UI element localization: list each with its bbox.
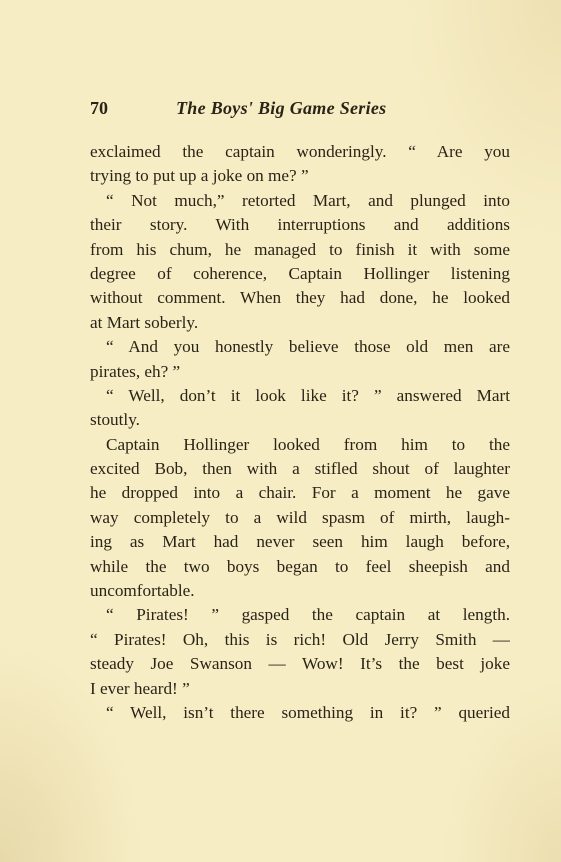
text-line: Captain Hollinger looked from him to the: [106, 434, 510, 454]
running-title: The Boys' Big Game Series: [176, 98, 387, 118]
text-line: “ Pirates! ” gasped the captain at length.: [106, 605, 510, 625]
text-line: excited Bob, then with a stifled shout of laughter: [90, 459, 510, 479]
text-line: he dropped into a chair. For a moment he gave: [90, 483, 510, 503]
text-line: “ Well, isn’t there something in it? ” queried: [106, 702, 510, 722]
text-line: ing as Mart had never seen him laugh before,: [90, 532, 510, 552]
text-line: while the two boys began to feel sheepish and: [90, 556, 510, 576]
text-line: their story. With interruptions and additions: [90, 215, 510, 235]
text-line: exclaimed the captain wonderingly. “ Are you: [90, 142, 510, 161]
page-number: 70: [90, 98, 108, 118]
text-line: “ And you honestly believe those old men are: [106, 337, 510, 357]
body-text: [90, 140, 510, 725]
text-line: “ Well, don’t it look like it? ” answered Mart: [106, 385, 510, 405]
text-line: I ever heard! ”: [90, 678, 190, 698]
text-line: trying to put up a joke on me? ”: [90, 166, 309, 186]
text-line: degree of coherence, Captain Hollinger listening: [90, 263, 510, 283]
text-line: “ Pirates! Oh, this is rich! Old Jerry Smith —: [90, 629, 510, 649]
text-line: pirates, eh? ”: [90, 361, 181, 381]
text-line: without comment. When they had done, he looked: [90, 288, 510, 308]
text-line: from his chum, he managed to finish it with some: [90, 239, 510, 259]
text-line: “ Not much,” retorted Mart, and plunged into: [106, 190, 510, 210]
text-line: uncomfortable.: [90, 581, 195, 601]
text-line: at Mart soberly.: [90, 312, 199, 332]
text-line: way completely to a wild spasm of mirth, laugh-: [90, 507, 510, 527]
text-line: steady Joe Swanson — Wow! It’s the best joke: [90, 654, 510, 674]
text-line: stoutly.: [90, 410, 140, 430]
page-header: [90, 98, 510, 122]
